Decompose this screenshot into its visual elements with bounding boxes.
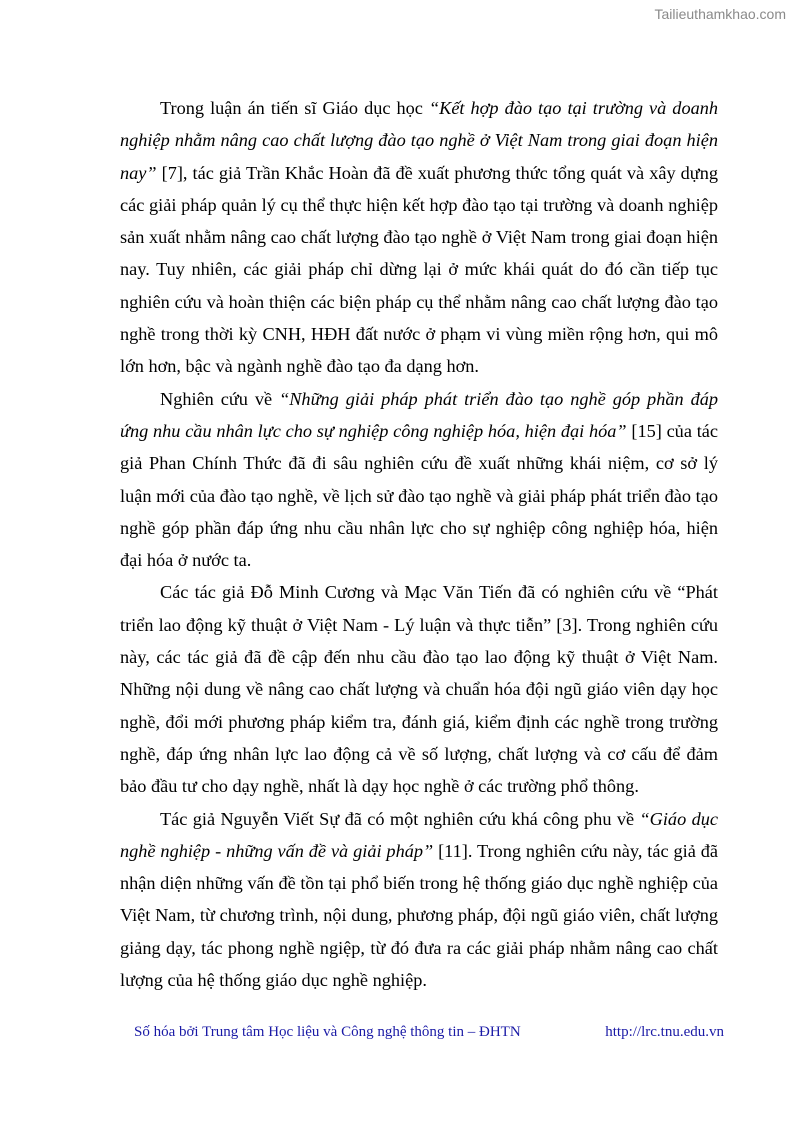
footer-url: http://lrc.tnu.edu.vn	[605, 1024, 724, 1040]
paragraph-4-text-start: Tác giả Nguyễn Viết Sự đã có một nghiên cứu khá công phu về	[160, 808, 640, 829]
document-body	[120, 92, 718, 996]
paragraph-2-title-italic: “Những giải pháp phát triển đào tạo nghề góp phần đáp ứng nhu cầu nhân lực cho sự nghiệp công nghiệp hóa, hiện đại hóa”	[120, 388, 718, 441]
paragraph-3-text: Các tác giả Đỗ Minh Cương và Mạc Văn Tiến đã có nghiên cứu về “Phát triển lao động kỹ thuật ở Việt Nam - Lý luận và thực tiễn” [3]. Trong nghiên cứu này, các tác giả đã đề cập đến nhu cầu đào tạo lao động kỹ thuật ở Việt Nam. Những nội dung về nâng cao chất lượng và chuẩn hóa đội ngũ giáo viên dạy học nghề, đổi mới phương pháp kiểm tra, đánh giá, kiểm định các nghề trong trường nghề, đáp ứng nhân lực lao động cả về số lượng, chất lượng và cơ cấu để đảm bảo đầu tư cho dạy nghề, nhất là dạy học nghề ở các trường phổ thông.	[120, 582, 718, 797]
paragraph-4-title-italic: “Giáo dục nghề nghiệp - những vấn đề và giải pháp”	[120, 808, 718, 861]
paragraph-2-text-start: Nghiên cứu về	[160, 388, 280, 409]
paragraph-2-text-rest: [15] của tác giả Phan Chính Thức đã đi sâu nghiên cứu đề xuất những khái niệm, cơ sở lý luận mới của đào tạo nghề, về lịch sử đào tạo nghề và giải pháp phát triển đào tạo nghề góp phần đáp ứng nhu cầu nhân lực cho sự nghiệp công nghiệp hóa, hiện đại hóa ở nước ta.	[120, 420, 718, 571]
footer-credit: Số hóa bởi Trung tâm Học liệu và Công nghệ thông tin – ĐHTN	[134, 1024, 521, 1040]
paragraph-4-text-rest: [11]. Trong nghiên cứu này, tác giả đã nhận diện những vấn đề tồn tại phổ biến trong hệ thống giáo dục nghề nghiệp của Việt Nam, từ chương trình, nội dung, phương pháp, đội ngũ giáo viên, chất lượng giảng dạy, tác phong nghề ngiệp, từ đó đưa ra các giải pháp nhằm nâng cao chất lượng của hệ thống giáo dục nghề nghiệp.	[120, 840, 718, 991]
watermark-text: Tailieuthamkhao.com	[654, 6, 786, 22]
page-footer	[134, 1024, 724, 1041]
paragraph-4	[120, 803, 718, 997]
paragraph-1-title-italic: “Kết hợp đào tạo tại trường và doanh nghiệp nhằm nâng cao chất lượng đào tạo nghề ở Việt Nam trong giai đoạn hiện nay”	[120, 98, 719, 183]
paragraph-1-text-start: Trong luận án tiến sĩ Giáo dục học	[160, 98, 429, 118]
paragraph-2	[120, 383, 718, 577]
paragraph-1-text-rest: [7], tác giả Trần Khắc Hoàn đã đề xuất phương thức tổng quát và xây dựng các giải pháp quản lý cụ thể thực hiện kết hợp đào tạo tại trường và doanh nghiệp sản xuất nhằm nâng cao chất lượng đào tạo nghề ở Việt Nam trong giai đoạn hiện nay. Tuy nhiên, các giải pháp chỉ dừng lại ở mức khái quát do đó cần tiếp tục nghiên cứu và hoàn thiện các biện pháp cụ thể nhằm nâng cao chất lượng đào tạo nghề trong thời kỳ CNH, HĐH đất nước ở phạm vi vùng miền rộng hơn, qui mô lớn hơn, bậc và ngành nghề đào tạo đa dạng hơn.	[120, 162, 718, 377]
paragraph-1	[120, 92, 718, 383]
paragraph-3	[120, 576, 718, 802]
